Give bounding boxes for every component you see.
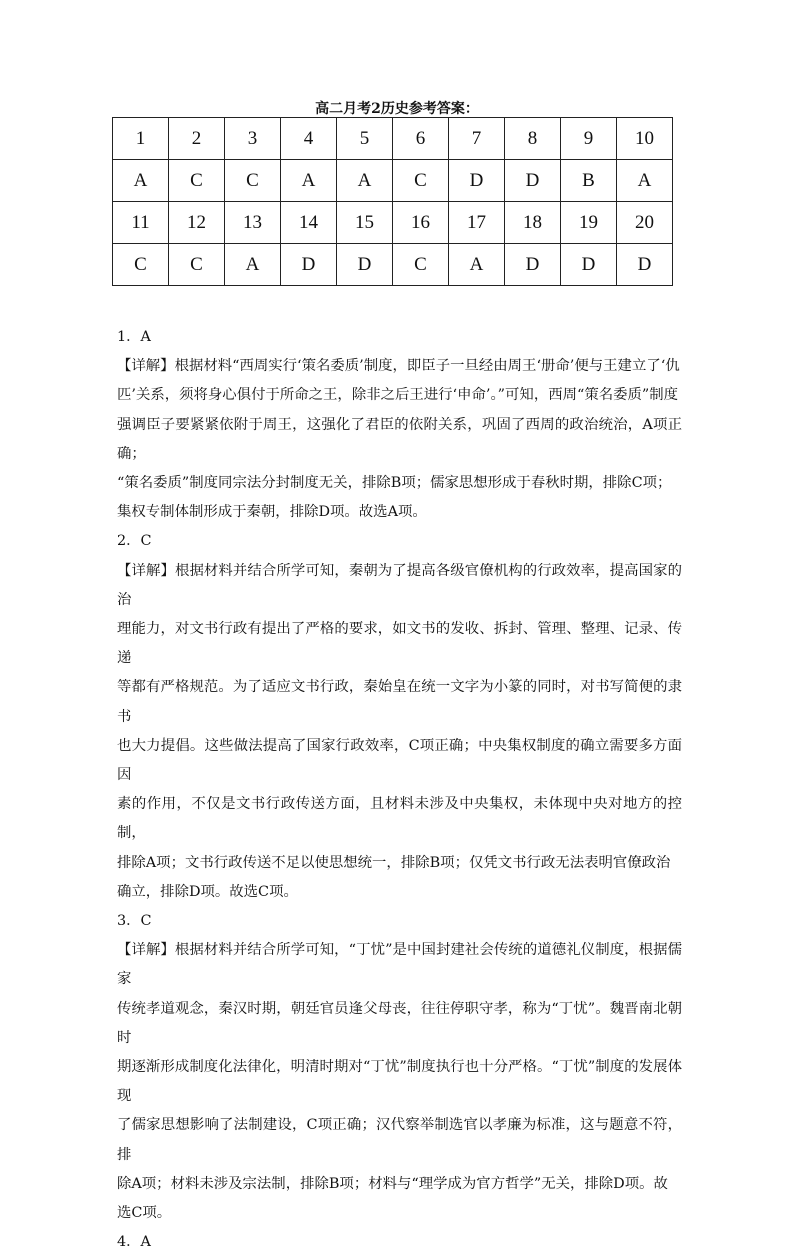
- explanation-line: 【详解】根据材料并结合所学可知，秦朝为了提高各级官僚机构的行政效率，提高国家的治: [117, 562, 682, 608]
- question-number-cell: 19: [561, 202, 617, 244]
- answer-cell: C: [113, 244, 169, 286]
- question-number-cell: 6: [393, 118, 449, 160]
- answer-cell: C: [169, 160, 225, 202]
- question-number-cell: 10: [617, 118, 673, 160]
- answer-cell: D: [561, 244, 617, 286]
- answer-cell: A: [449, 244, 505, 286]
- explanation-line: 匹’关系，须将身心俱付于所命之王，除非之后王进行‘申命’。”可知，西周“策名委质”制度: [117, 387, 679, 404]
- explanation-line: 理能力，对文书行政有提出了严格的要求，如文书的发收、拆封、管理、整理、记录、传递: [117, 621, 682, 667]
- explanation-line: 强调臣子要紧紧依附于周王，这强化了君臣的依附关系，巩固了西周的政治统治，A项正确；: [117, 416, 682, 462]
- question-number-cell: 18: [505, 202, 561, 244]
- question-number-cell: 16: [393, 202, 449, 244]
- answer-cell: A: [225, 244, 281, 286]
- explanation-line: 确立，排除D项。故选C项。: [117, 883, 298, 900]
- explanation-line: 期逐渐形成制度化法律化，明清时期对“丁忧”制度执行也十分严格。“丁忧”制度的发展体现: [117, 1059, 682, 1105]
- question-number-row: [113, 202, 673, 244]
- answer-cell: A: [617, 160, 673, 202]
- explanation-line: 排除A项；文书行政传送不足以使思想统一，排除B项；仅凭文书行政无法表明官僚政治: [117, 854, 671, 871]
- question-number-row: [113, 118, 673, 160]
- answer-cell: B: [561, 160, 617, 202]
- answer-cell: C: [393, 244, 449, 286]
- answer-cell: D: [505, 160, 561, 202]
- question-number-cell: 17: [449, 202, 505, 244]
- explanation-line: “策名委质”制度同宗法分封制度无关，排除B项；儒家思想形成于春秋时期，排除C项；: [117, 475, 672, 492]
- explanation-line: 选C项。: [117, 1205, 172, 1222]
- answer-cell: C: [225, 160, 281, 202]
- answer-cell: A: [113, 160, 169, 202]
- page-title: 高二月考2历史参考答案：: [315, 101, 479, 117]
- question-number-cell: 5: [337, 118, 393, 160]
- explanation-line: 【详解】根据材料并结合所学可知，“丁忧”是中国封建社会传统的道德礼仪制度，根据儒家: [117, 942, 682, 988]
- question-answer-heading: 1．A: [117, 329, 151, 345]
- question-number-cell: 8: [505, 118, 561, 160]
- explanation-line: 素的作用，不仅是文书行政传送方面，且材料未涉及中央集权，未体现中央对地方的控制，: [117, 796, 682, 842]
- answer-cell: D: [281, 244, 337, 286]
- question-number-cell: 20: [617, 202, 673, 244]
- explanation-line: 也大力提倡。这些做法提高了国家行政效率，C项正确；中央集权制度的确立需要多方面因: [117, 737, 682, 784]
- answer-cell: D: [505, 244, 561, 286]
- answer-cell: C: [393, 160, 449, 202]
- question-number-cell: 13: [225, 202, 281, 244]
- explanations: [117, 323, 682, 1258]
- question-number-cell: 2: [169, 118, 225, 160]
- answer-cell: C: [169, 244, 225, 286]
- explanation-line: 除A项；材料未涉及宗法制，排除B项；材料与“理学成为官方哲学”无关，排除D项。故: [117, 1175, 668, 1192]
- question-answer-heading: 4．A: [117, 1234, 151, 1251]
- explanation-line: 传统孝道观念，秦汉时期，朝廷官员逢父母丧，往往停职守孝，称为“丁忧”。魏晋南北朝时: [117, 1000, 682, 1046]
- explanation-line: 了儒家思想影响了法制建设，C项正确；汉代察举制选官以孝廉为标准，这与题意不符，排: [117, 1117, 682, 1163]
- explanation-line: 等都有严格规范。为了适应文书行政，秦始皇在统一文字为小篆的同时，对书写简便的隶书: [117, 679, 682, 725]
- answer-cell: D: [617, 244, 673, 286]
- answer-cell: A: [281, 160, 337, 202]
- question-number-cell: 14: [281, 202, 337, 244]
- question-number-cell: 12: [169, 202, 225, 244]
- explanation-line: 【详解】根据材料“西周实行‘策名委质’制度，即臣子一旦经由周王‘册命’便与王建立了‘仇: [117, 358, 680, 375]
- question-number-cell: 9: [561, 118, 617, 160]
- question-answer-heading: 2．C: [117, 533, 152, 550]
- answer-cell: A: [337, 160, 393, 202]
- question-number-cell: 1: [113, 118, 169, 160]
- answer-row: [113, 244, 673, 286]
- question-number-cell: 11: [113, 202, 169, 244]
- question-number-cell: 7: [449, 118, 505, 160]
- answer-cell: D: [337, 244, 393, 286]
- question-answer-heading: 3．C: [117, 913, 152, 930]
- answer-cell: D: [449, 160, 505, 202]
- explanation-line: 集权专制体制形成于秦朝，排除D项。故选A项。: [117, 504, 427, 521]
- question-number-cell: 15: [337, 202, 393, 244]
- answer-table: [112, 117, 673, 286]
- question-number-cell: 3: [225, 118, 281, 160]
- question-number-cell: 4: [281, 118, 337, 160]
- answer-row: [113, 160, 673, 202]
